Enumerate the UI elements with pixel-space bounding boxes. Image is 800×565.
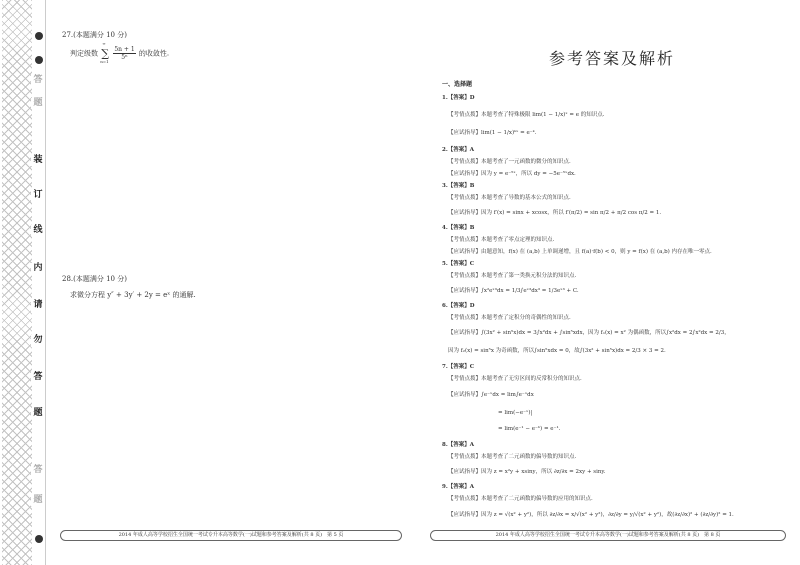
answer-line: 【考情点拨】本题考查了二元函数的偏导数的知识点. [448,454,577,460]
exam-page-left [46,0,410,565]
question-27-body [70,41,170,64]
answer-line: 【应试指导】因为 z = x²y + xsiny，所以 ∂z/∂x = 2xy + siny. [448,469,606,475]
answer-line: 2.【答案】A [442,147,475,153]
question-27-title: 27.(本题满分 10 分) [62,31,127,39]
fraction-denominator: 5ⁿ [121,54,128,61]
binding-char: 线 [31,225,45,236]
series-term-fraction [113,46,135,61]
question-27-prefix: 判定级数 [70,49,98,58]
section-heading: 一、选择题 [442,81,473,88]
page-footer-left: 2014 年成人高等学校招生全国统一考试专升本高等数学(一)试题和参考答案及解析(共 8 页) 第 5 页 [60,530,402,541]
binding-char: 答 [31,372,45,383]
question-27 [62,30,170,64]
sum-symbol: ∑ ∞ n=1 [100,41,110,64]
answer-line: = lim(−e⁻ˣ)| [498,410,533,416]
answer-line: 【考情点拨】本题考查了定积分的奇偶性的知识点. [448,315,571,321]
answer-line: 因为 f₂(x) = sin⁵x 为奇函数，所以∫sin⁵xdx = 0，故∫(3x² + sin⁵x)dx = 2/3 × 3 = 2. [448,348,666,354]
binding-char: 勿 [31,335,45,346]
sum-upper-limit: ∞ [102,41,106,46]
binding-char: 请 [31,300,45,311]
answer-line: 3.【答案】B [442,183,475,189]
question-28 [62,274,196,300]
answer-line: 【应试指导】由题意知，f(x) 在 (a,b) 上单调递增，且 f(a)·f(b) < 0，则 y = f(x) 在 (a,b) 内存在唯一零点. [448,249,712,255]
answer-line: 【考情点拨】本题考查了零点定理的知识点. [448,237,555,243]
question-27-suffix: 的收敛性. [138,49,170,58]
binding-char: 题 [31,495,45,506]
exam-page-right [412,0,800,565]
answer-line: = lim(e⁻¹ − e⁻ᵇ) = e⁻¹. [498,426,561,432]
binding-char: 答 [31,75,45,86]
page-footer-right: 2014 年成人高等学校招生全国统一考试专升本高等数学(一)试题和参考答案及解析(共 8 页) 第 8 页 [430,530,786,541]
answer-line: 【考情点拨】本题考查了第一类换元积分法的知识点. [448,273,577,279]
answer-line: 【应试指导】因为 f′(x) = sinx + xcosx，所以 f′(π/2) = sin π/2 + π/2 cos π/2 = 1. [448,210,662,216]
answer-line: 【应试指导】因为 y = e⁻⁵ˣ，所以 dy = −5e⁻⁵ˣdx. [448,171,576,177]
binding-hole-icon [35,535,43,543]
binding-hole-icon [35,56,43,64]
answer-line: 4.【答案】B [442,225,475,231]
answer-line: 【应试指导】∫x²eˣ³dx = 1/3∫eˣ³dx³ = 1/3eˣ³ + C. [448,288,579,294]
answer-line: 【应试指导】∫e⁻ˣdx = lim∫e⁻ˣdx [448,392,534,398]
binding-char: 订 [31,190,45,201]
binding-hole-icon [35,32,43,40]
answer-line: 6.【答案】D [442,303,475,309]
answer-line: 8.【答案】A [442,442,475,448]
binding-char: 答 [31,465,45,476]
answer-line: 7.【答案】C [442,364,475,370]
binding-strip [0,0,46,565]
question-28-text: 求微分方程 y″ + 3y′ + 2y = eˣ 的通解. [70,291,196,299]
binding-char: 内 [31,263,45,274]
answer-line: 【应试指导】因为 z = √(x² + y²)，所以 ∂z/∂x = x/√(x² + y²)，∂z/∂y = y/√(x² + y²)，故(∂z/∂x)² + (∂z/∂y)² = 1. [448,512,734,518]
binding-char: 题 [31,98,45,109]
answer-line: 1.【答案】D [442,95,475,101]
answer-line: 5.【答案】C [442,261,475,267]
binding-char: 题 [31,408,45,419]
answer-line: 【应试指导】∫(3x² + sin⁵x)dx = 3∫x²dx + ∫sin⁵xdx，因为 f₁(x) = x² 为偶函数，所以∫x²dx = 2∫x²dx = 2/3， [448,330,730,336]
binding-char: 装 [31,155,45,166]
answer-line: 9.【答案】A [442,484,475,490]
answer-line: 【考情点拨】本题考查了无穷区间的反常积分的知识点. [448,376,582,382]
page-title: 参考答案及解析 [549,49,676,68]
sum-lower-limit: n=1 [100,59,109,64]
answer-line: 【考情点拨】本题考查了一元函数的微分的知识点. [448,159,571,165]
answer-line: 【考情点拨】本题考查了二元函数的偏导数的应用的知识点. [448,496,593,502]
fraction-numerator: 5n + 1 [114,46,135,53]
binding-hatch-pattern [2,0,32,565]
answer-line: 【考情点拨】本题考查了导数的基本公式的知识点. [448,195,571,201]
question-28-title: 28.(本题满分 10 分) [62,275,127,283]
answer-line: 【考情点拨】本题考查了特殊极限 lim(1 − 1/x)ˣ = e 的知识点. [448,112,605,118]
answer-line: 【应试指导】lim(1 − 1/x)ᵏˣ = e⁻ᵏ. [448,130,537,136]
